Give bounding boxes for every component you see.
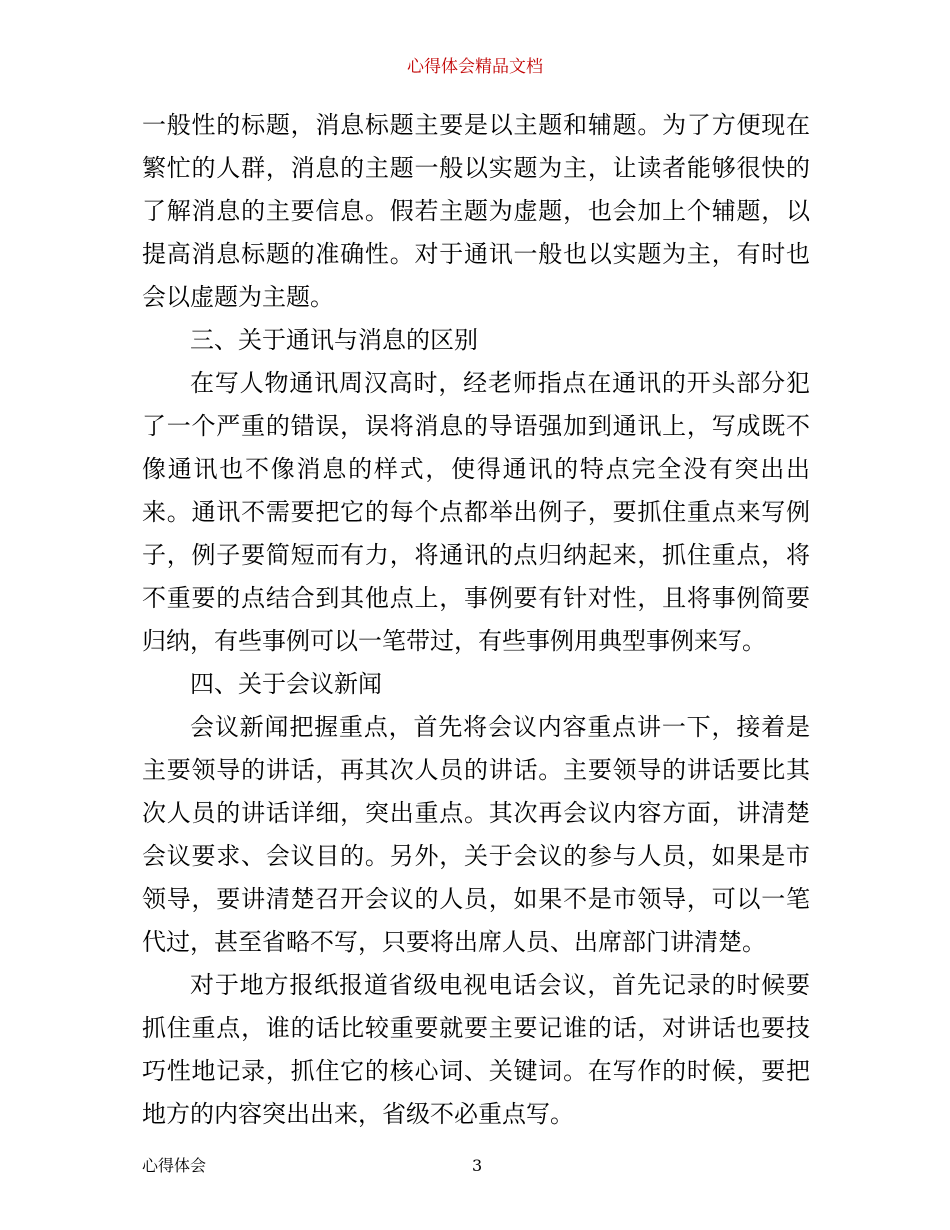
text-line: 了解消息的主要信息。假若主题为虚题，也会加上个辅题，以 <box>142 197 810 225</box>
text-line: 会议新闻把握重点，首先将会议内容重点讲一下，接着是 <box>190 713 810 741</box>
text-line: 巧性地记录，抓住它的核心词、关键词。在写作的时候，要把 <box>142 1057 810 1085</box>
text-line: 代过，甚至省略不写，只要将出席人员、出席部门讲清楚。 <box>142 928 766 956</box>
page-footer <box>142 1154 810 1178</box>
text-line: 抓住重点，谁的话比较重要就要主要记谁的话，对讲话也要技 <box>142 1014 810 1042</box>
text-line: 繁忙的人群，消息的主题一般以实题为主，让读者能够很快的 <box>142 154 810 182</box>
text-line: 提高消息标题的准确性。对于通讯一般也以实题为主，有时也 <box>142 240 810 268</box>
text-line: 主要领导的讲话，再其次人员的讲话。主要领导的讲话要比其 <box>142 756 810 784</box>
text-line: 子，例子要简短而有力，将通讯的点归纳起来，抓住重点，将 <box>142 541 810 569</box>
text-line: 对于地方报纸报道省级电视电话会议，首先记录的时候要 <box>190 971 810 999</box>
text-line: 了一个严重的错误，误将消息的导语强加到通讯上，写成既不 <box>142 412 810 440</box>
text-line: 地方的内容突出出来，省级不必重点写。 <box>142 1100 574 1128</box>
page-header: 心得体会精品文档 <box>407 57 543 77</box>
text-line: 会以虚题为主题。 <box>142 283 334 311</box>
text-line: 来。通讯不需要把它的每个点都举出例子，要抓住重点来写例 <box>142 498 810 526</box>
text-line: 次人员的讲话详细，突出重点。其次再会议内容方面，讲清楚 <box>142 799 810 827</box>
section-heading: 三、关于通讯与消息的区别 <box>190 326 478 354</box>
text-line: 领导，要讲清楚召开会议的人员，如果不是市领导，可以一笔 <box>142 885 810 913</box>
footer-label: 心得体会 <box>142 1156 207 1175</box>
document-body <box>142 104 810 1136</box>
text-line: 会议要求、会议目的。另外，关于会议的参与人员，如果是市 <box>142 842 810 870</box>
text-line: 像通讯也不像消息的样式，使得通讯的特点完全没有突出出 <box>142 455 810 483</box>
text-line: 一般性的标题，消息标题主要是以主题和辅题。为了方便现在 <box>142 111 810 139</box>
text-line: 归纳，有些事例可以一笔带过，有些事例用典型事例来写。 <box>142 627 766 655</box>
page-number: 3 <box>472 1156 483 1175</box>
text-line: 不重要的点结合到其他点上，事例要有针对性，且将事例简要 <box>142 584 810 612</box>
text-line: 在写人物通讯周汉高时，经老师指点在通讯的开头部分犯 <box>190 369 810 397</box>
section-heading: 四、关于会议新闻 <box>190 670 382 698</box>
